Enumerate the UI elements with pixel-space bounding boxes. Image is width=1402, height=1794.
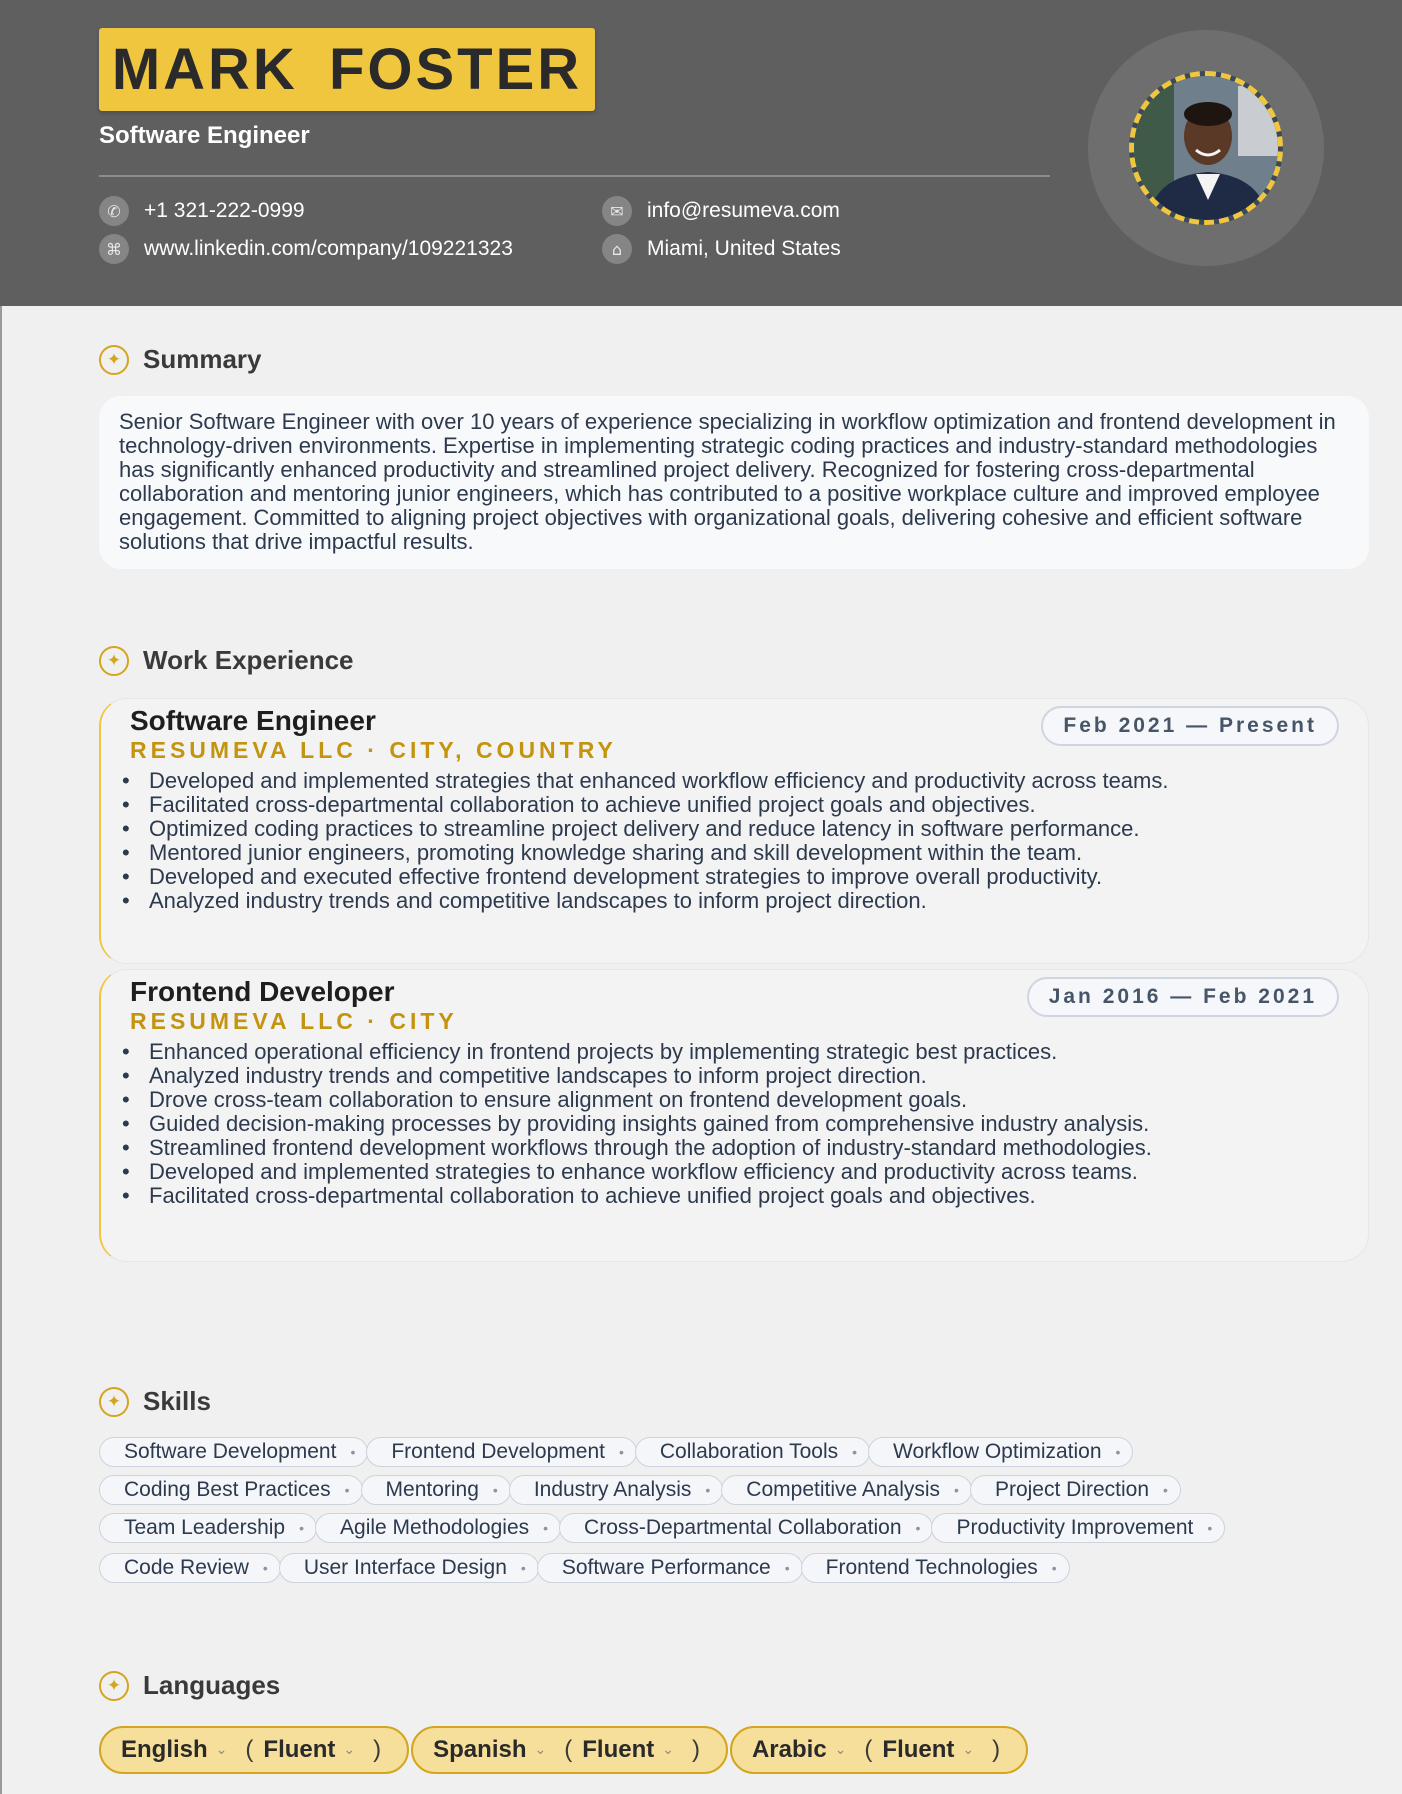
languages-heading: [99, 1670, 280, 1701]
list-item: • Analyzed industry trends and competitive landscapes to inform project direction.: [149, 1064, 1348, 1088]
skill-label: User Interface Design: [303, 1556, 507, 1579]
language-name: Arabic: [751, 1736, 827, 1763]
full-name: [112, 36, 582, 103]
chevron-down-icon: ⌄: [534, 1742, 547, 1758]
language-level: Fluent: [263, 1736, 336, 1763]
list-item: • Analyzed industry trends and competitive landscapes to inform project direction.: [149, 889, 1348, 913]
paren-close: ): [691, 1736, 700, 1763]
dot-icon: •: [1051, 1560, 1057, 1576]
dot-icon: •: [262, 1560, 268, 1576]
language-level: Fluent: [882, 1736, 955, 1763]
email-text[interactable]: info@resumeva.com: [647, 199, 840, 222]
link-icon: ⌘: [99, 234, 129, 264]
job-dates-badge: Feb 2021 — Present: [1041, 706, 1339, 746]
list-item: • Drove cross-team collaboration to ensure alignment on frontend development goals.: [149, 1088, 1348, 1112]
skill-chip: [361, 1475, 511, 1505]
skill-chip: [931, 1513, 1225, 1543]
portrait-icon: [1134, 76, 1278, 220]
contact-linkedin: [99, 234, 513, 264]
skill-label: Coding Best Practices: [124, 1478, 331, 1501]
list-item: • Facilitated cross-departmental collaboration to achieve unified project goals and objectives.: [149, 1184, 1348, 1208]
paren-close: ): [992, 1736, 1001, 1763]
dot-icon: •: [492, 1482, 498, 1498]
skill-label: Code Review: [124, 1556, 249, 1579]
chevron-down-icon: ⌄: [662, 1742, 674, 1758]
dot-icon: •: [618, 1444, 624, 1460]
dot-icon: •: [915, 1520, 921, 1536]
skill-chip: [99, 1475, 363, 1505]
skill-label: Frontend Technologies: [825, 1556, 1038, 1579]
skill-chip: [279, 1553, 539, 1583]
work-heading-label: Work Experience: [143, 645, 354, 675]
list-item: • Developed and executed effective frontend development strategies to improve overall productivity.: [149, 865, 1348, 889]
chevron-down-icon: ⌄: [215, 1742, 228, 1758]
list-item: • Facilitated cross-departmental collaboration to achieve unified project goals and objectives.: [149, 793, 1348, 817]
skill-chip: [970, 1475, 1181, 1505]
list-item: • Streamlined frontend development workflows through the adoption of industry-standard methodologies.: [149, 1136, 1348, 1160]
linkedin-text[interactable]: www.linkedin.com/company/109221323: [144, 237, 513, 260]
name-banner: [99, 28, 595, 111]
sparkle-icon: ✦: [99, 1387, 129, 1417]
dot-icon: •: [520, 1560, 526, 1576]
language-pill: [411, 1726, 728, 1774]
envelope-icon: ✉: [602, 196, 632, 226]
profile-photo: [1129, 71, 1283, 225]
sparkle-icon: ✦: [99, 646, 129, 676]
skill-chip: [635, 1437, 870, 1467]
skill-row: [99, 1513, 1389, 1543]
skill-chip: [99, 1553, 281, 1583]
job-bullets: [149, 769, 1348, 913]
job-position: Frontend Developer: [130, 976, 395, 1007]
language-level: Fluent: [582, 1736, 655, 1763]
skill-label: Workflow Optimization: [893, 1440, 1102, 1463]
job-title: Software Engineer: [99, 122, 310, 149]
skill-label: Project Direction: [994, 1478, 1150, 1501]
list-item: • Optimized coding practices to streamline project delivery and reduce latency in software performance.: [149, 817, 1348, 841]
language-name: English: [121, 1736, 208, 1763]
header-divider: [99, 175, 1050, 177]
phone-text: +1 321-222-0999: [144, 199, 305, 222]
skill-chip: [99, 1513, 317, 1543]
paren-open: (: [864, 1736, 873, 1763]
language-pill: [99, 1726, 409, 1774]
chevron-down-icon: ⌄: [343, 1742, 356, 1758]
dot-icon: •: [784, 1560, 790, 1576]
skill-label: Software Development: [124, 1440, 337, 1463]
skill-chip: [801, 1553, 1070, 1583]
skill-chip: [559, 1513, 933, 1543]
skill-label: Software Performance: [561, 1556, 771, 1579]
language-name: Spanish: [433, 1736, 527, 1763]
language-pill: [730, 1726, 1028, 1774]
skill-label: Agile Methodologies: [340, 1516, 530, 1539]
job-card: [99, 698, 1369, 964]
phone-icon: ✆: [99, 196, 129, 226]
contact-email: [602, 196, 840, 226]
skill-chip: [99, 1437, 368, 1467]
summary-heading-label: Summary: [143, 344, 262, 374]
home-icon: ⌂: [602, 234, 632, 264]
languages-list: [99, 1726, 1030, 1774]
dot-icon: •: [299, 1520, 305, 1536]
contact-phone: [99, 196, 305, 226]
skill-row: [99, 1553, 1389, 1583]
last-name: FOSTER: [328, 37, 583, 102]
list-item: • Mentored junior engineers, promoting knowledge sharing and skill development within the team.: [149, 841, 1348, 865]
paren-open: (: [564, 1736, 573, 1763]
paren-close: ): [373, 1736, 382, 1763]
first-name: MARK: [111, 37, 298, 102]
resume-header: [0, 0, 1402, 306]
work-heading: [99, 645, 354, 676]
skills-heading-label: Skills: [143, 1386, 211, 1416]
skill-row: [99, 1475, 1389, 1505]
job-bullets: [149, 1040, 1348, 1208]
location-text: Miami, United States: [647, 237, 841, 260]
job-dates-badge: Jan 2016 — Feb 2021: [1027, 977, 1339, 1017]
skills-heading: [99, 1386, 211, 1417]
skill-chip: [537, 1553, 803, 1583]
dot-icon: •: [543, 1520, 549, 1536]
job-card: [99, 969, 1369, 1262]
summary-card: [99, 396, 1369, 569]
dot-icon: •: [954, 1482, 959, 1498]
skill-label: Mentoring: [385, 1478, 479, 1501]
sparkle-icon: ✦: [99, 345, 129, 375]
chevron-down-icon: ⌄: [962, 1742, 975, 1758]
skill-chip: [366, 1437, 637, 1467]
summary-heading: [99, 344, 262, 375]
dot-icon: •: [344, 1482, 350, 1498]
list-item: • Guided decision-making processes by providing insights gained from comprehensive industry analysis.: [149, 1112, 1348, 1136]
skill-chip: [721, 1475, 972, 1505]
job-company: RESUMEVA LLC · CITY: [130, 1008, 458, 1034]
skill-label: Productivity Improvement: [956, 1516, 1194, 1539]
dot-icon: •: [705, 1482, 711, 1498]
skill-label: Cross-Departmental Collaboration: [584, 1516, 902, 1539]
summary-text: Senior Software Engineer with over 10 years of experience specializing in workflow optimization and frontend development in technology-driven environments. Expertise in implementing strategic coding practices and industry-standard methodologies has significantly enhanced productivity and streamlined project delivery. Recognized for fostering cross-departmental collaboration and mentoring junior engineers, which has contributed to a positive workplace culture and improved employee engagement. Committed to aligning project objectives with organizational goals, delivering cohesive and efficient software solutions that drive impactful results.: [119, 409, 1336, 554]
skill-label: Industry Analysis: [533, 1478, 692, 1501]
skill-label: Competitive Analysis: [746, 1478, 941, 1501]
skill-label: Team Leadership: [124, 1516, 286, 1539]
sparkle-icon: ✦: [99, 1671, 129, 1701]
skills-list: [99, 1437, 1389, 1591]
skill-label: Collaboration Tools: [659, 1440, 839, 1463]
job-company: RESUMEVA LLC · CITY, COUNTRY: [130, 737, 617, 763]
dot-icon: •: [1207, 1520, 1213, 1536]
skill-row: [99, 1437, 1389, 1467]
list-item: • Enhanced operational efficiency in frontend projects by implementing strategic best practices.: [149, 1040, 1348, 1064]
dot-icon: •: [1163, 1482, 1168, 1498]
list-item: • Developed and implemented strategies to enhance workflow efficiency and productivity across teams.: [149, 1160, 1348, 1184]
skill-chip: [315, 1513, 561, 1543]
paren-open: (: [245, 1736, 254, 1763]
chevron-down-icon: ⌄: [834, 1742, 847, 1758]
dot-icon: •: [852, 1444, 858, 1460]
job-position: Software Engineer: [130, 705, 376, 736]
contact-location: [602, 234, 841, 264]
dot-icon: •: [1115, 1444, 1121, 1460]
languages-heading-label: Languages: [143, 1670, 281, 1700]
list-item: • Developed and implemented strategies that enhanced workflow efficiency and productivity across teams.: [149, 769, 1348, 793]
skill-chip: [868, 1437, 1133, 1467]
skill-chip: [509, 1475, 723, 1505]
skill-label: Frontend Development: [391, 1440, 605, 1463]
dot-icon: •: [350, 1444, 356, 1460]
